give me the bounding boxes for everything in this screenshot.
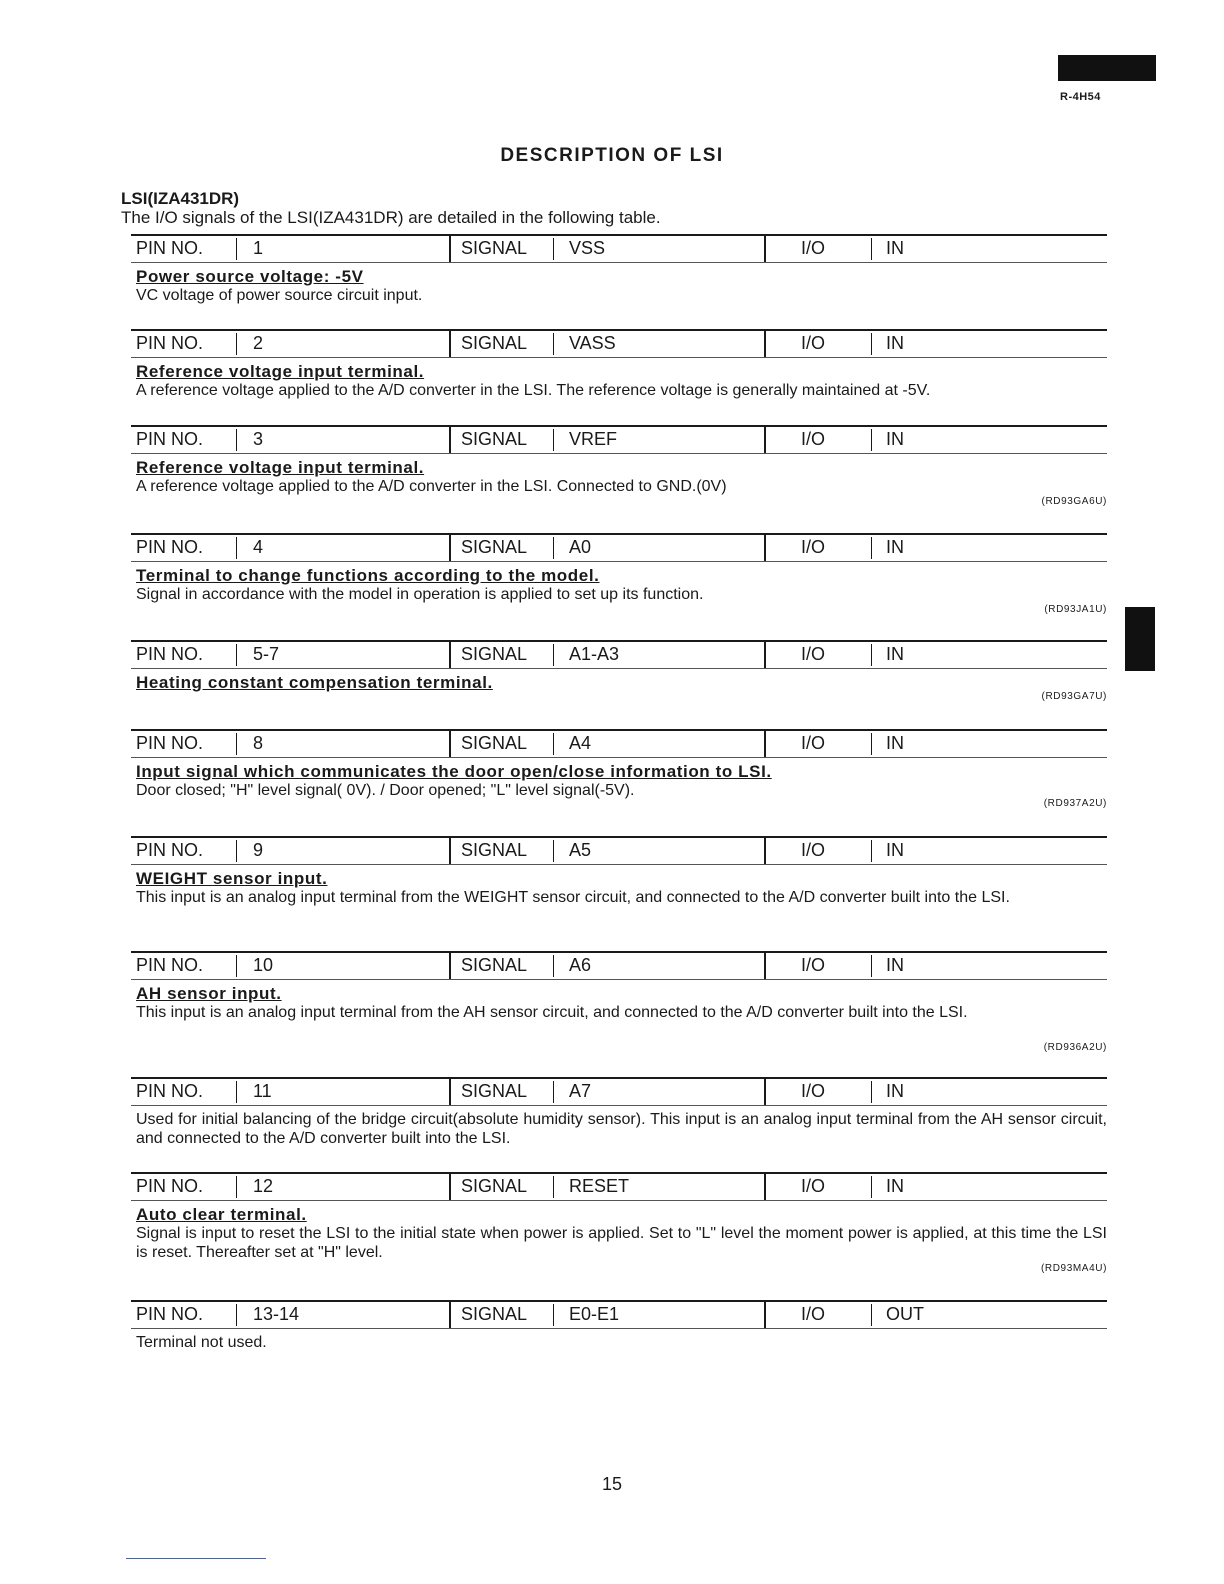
signal-value: A0	[569, 537, 592, 557]
reference-code: (RD93JA1U)	[1044, 604, 1107, 615]
pin-label: PIN NO.	[136, 537, 204, 557]
pin-header-row	[131, 836, 1107, 865]
pin-entry-5-7	[131, 640, 1107, 702]
io-label: I/O	[801, 333, 826, 353]
io-label: I/O	[801, 733, 826, 753]
description-text: A reference voltage applied to the A/D converter in the LSI. Connected to GND.(0V)	[136, 478, 727, 495]
signal-value: A5	[569, 840, 592, 860]
pin-entry-10	[131, 951, 1107, 1053]
signal-label: SIGNAL	[461, 333, 528, 353]
corner-black-tab	[1058, 55, 1156, 81]
signal-value: A7	[569, 1081, 592, 1101]
io-value: IN	[886, 644, 904, 664]
io-value: IN	[886, 537, 904, 557]
reference-code: (RD937A2U)	[1043, 798, 1107, 809]
signal-label: SIGNAL	[461, 644, 528, 664]
pin-header-row	[131, 951, 1107, 980]
signal-value: VREF	[569, 429, 618, 449]
pin-label: PIN NO.	[136, 333, 204, 353]
reference-code: (RD93GA7U)	[1041, 691, 1107, 702]
description-title: Terminal to change functions according to the model.	[136, 566, 600, 585]
pin-header-row	[131, 1077, 1107, 1106]
signal-label: SIGNAL	[461, 1176, 528, 1196]
pin-value: 11	[253, 1081, 272, 1101]
io-label: I/O	[801, 1176, 826, 1196]
pin-header-row	[131, 329, 1107, 358]
pin-entry-3	[131, 425, 1107, 507]
pin-entry-1	[131, 234, 1107, 305]
reference-code: (RD93GA6U)	[1041, 496, 1107, 507]
pin-header-row	[131, 640, 1107, 669]
footer-link-line	[126, 1558, 266, 1559]
side-index-tab	[1125, 607, 1155, 671]
description-text: Door closed; "H" level signal( 0V). / Door opened; "L" level signal(-5V).	[136, 782, 635, 799]
io-label: I/O	[801, 644, 826, 664]
description-title: Reference voltage input terminal.	[136, 362, 425, 381]
pin-header-row	[131, 533, 1107, 562]
io-value: IN	[886, 238, 904, 258]
signal-value: A6	[569, 955, 592, 975]
signal-value: VSS	[569, 238, 606, 258]
io-value: IN	[886, 429, 904, 449]
io-value: IN	[886, 1081, 904, 1101]
pin-label: PIN NO.	[136, 429, 204, 449]
io-value: OUT	[886, 1304, 924, 1324]
signal-label: SIGNAL	[461, 840, 528, 860]
pin-value: 13-14	[253, 1304, 300, 1324]
pin-entry-4	[131, 533, 1107, 615]
io-label: I/O	[801, 238, 826, 258]
pin-value: 2	[253, 333, 264, 353]
signal-value: E0-E1	[569, 1304, 620, 1324]
signal-label: SIGNAL	[461, 238, 528, 258]
pin-header-row	[131, 729, 1107, 758]
reference-code: (RD93MA4U)	[1040, 1263, 1107, 1274]
signal-value: VASS	[569, 333, 616, 353]
pin-label: PIN NO.	[136, 840, 204, 860]
pin-entry-2	[131, 329, 1107, 400]
pin-label: PIN NO.	[136, 1304, 204, 1324]
signal-label: SIGNAL	[461, 537, 528, 557]
pin-value: 4	[253, 537, 264, 557]
page-title: DESCRIPTION OF LSI	[500, 145, 724, 166]
description-title: Input signal which communicates the door open/close information to LSI.	[136, 762, 772, 781]
description-text: Signal in accordance with the model in operation is applied to set up its function.	[136, 586, 704, 603]
pin-value: 8	[253, 733, 264, 753]
description-text: This input is an analog input terminal from the WEIGHT sensor circuit, and connected to the A/D converter built into the LSI.	[136, 889, 1010, 906]
pin-label: PIN NO.	[136, 644, 204, 664]
description-title: Auto clear terminal.	[136, 1205, 307, 1224]
pin-entry-12	[131, 1172, 1107, 1274]
pin-header-row	[131, 1172, 1107, 1201]
io-label: I/O	[801, 955, 826, 975]
io-label: I/O	[801, 1081, 826, 1101]
io-value: IN	[886, 955, 904, 975]
description-title: Power source voltage: -5V	[136, 267, 364, 286]
description-text: Terminal not used.	[136, 1334, 267, 1351]
description-text: A reference voltage applied to the A/D converter in the LSI. The reference voltage is generally maintained at -5V.	[136, 382, 931, 399]
signal-label: SIGNAL	[461, 955, 528, 975]
io-label: I/O	[801, 1304, 826, 1324]
description-title: Heating constant compensation terminal.	[136, 673, 493, 692]
pin-entry-13-14	[131, 1300, 1107, 1352]
signal-label: SIGNAL	[461, 733, 528, 753]
io-label: I/O	[801, 429, 826, 449]
section-intro: The I/O signals of the LSI(IZA431DR) are detailed in the following table.	[121, 208, 661, 227]
pin-value: 10	[253, 955, 274, 975]
signal-value: A1-A3	[569, 644, 620, 664]
pin-value: 5-7	[253, 644, 280, 664]
pin-entry-8	[131, 729, 1107, 809]
signal-value: A4	[569, 733, 592, 753]
description-title: Reference voltage input terminal.	[136, 458, 425, 477]
document-code: R-4H54	[1060, 91, 1101, 103]
pin-value: 9	[253, 840, 264, 860]
pin-value: 1	[253, 238, 264, 258]
io-value: IN	[886, 333, 904, 353]
signal-label: SIGNAL	[461, 1304, 528, 1324]
pin-header-row	[131, 425, 1107, 454]
description-text: VC voltage of power source circuit input.	[136, 287, 423, 304]
pin-entry-11	[131, 1077, 1107, 1148]
section-title: LSI(IZA431DR)	[121, 189, 240, 208]
pin-label: PIN NO.	[136, 238, 204, 258]
pin-value: 12	[253, 1176, 274, 1196]
description-text: This input is an analog input terminal from the AH sensor circuit, and connected to the A/D converter built into the LSI.	[136, 1004, 968, 1021]
signal-label: SIGNAL	[461, 1081, 528, 1101]
description-title: WEIGHT sensor input.	[136, 869, 328, 888]
pin-header-row	[131, 1300, 1107, 1329]
page-number: 15	[601, 1474, 623, 1494]
io-value: IN	[886, 733, 904, 753]
pin-label: PIN NO.	[136, 955, 204, 975]
description-title: AH sensor input.	[136, 984, 282, 1003]
pin-value: 3	[253, 429, 264, 449]
pin-header-row	[131, 234, 1107, 263]
signal-value: RESET	[569, 1176, 630, 1196]
description-text: Used for initial balancing of the bridge circuit(absolute humidity sensor). This input is an analog input terminal from the AH sensor circuit, and connected to the A/D converter built into the LSI.	[136, 1111, 1107, 1147]
pin-label: PIN NO.	[136, 1176, 204, 1196]
description-text: Signal is input to reset the LSI to the initial state when power is applied. Set to "L" level the moment power is applied, at this time the LSI is reset. Thereafter set at "H" level.	[136, 1225, 1107, 1261]
pin-entry-9	[131, 836, 1107, 907]
io-value: IN	[886, 840, 904, 860]
pin-label: PIN NO.	[136, 1081, 204, 1101]
signal-label: SIGNAL	[461, 429, 528, 449]
io-label: I/O	[801, 537, 826, 557]
io-value: IN	[886, 1176, 904, 1196]
io-label: I/O	[801, 840, 826, 860]
reference-code: (RD936A2U)	[1043, 1042, 1107, 1053]
pin-label: PIN NO.	[136, 733, 204, 753]
